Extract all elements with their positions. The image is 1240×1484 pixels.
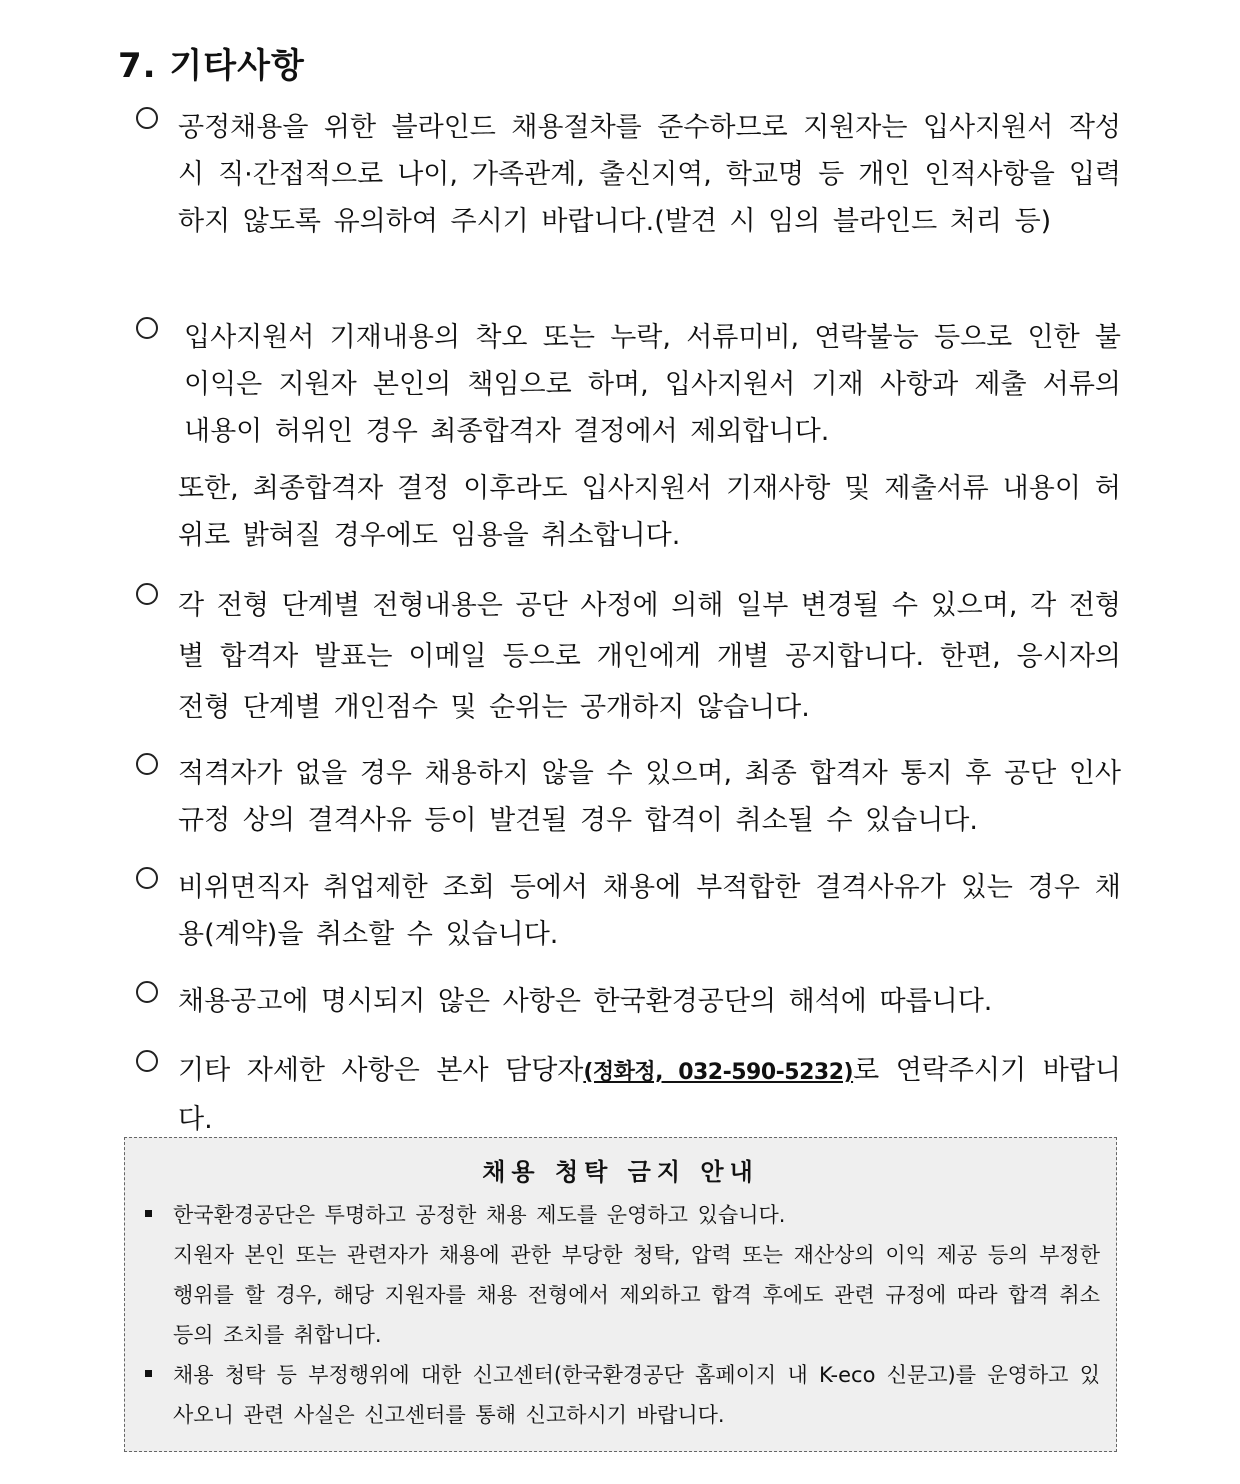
- square-bullet-icon: [145, 1370, 152, 1377]
- circle-bullet-icon: [136, 1050, 158, 1072]
- notice-bullet-rest: 지원자 본인 또는 관련자가 채용에 관한 부당한 청탁, 압력 또는 재산상의 이익 제공 등의 부정한 행위를 할 경우, 해당 지원자를 채용 전형에서 제외하고 합격 후에도 관련 규정에 따라 합격 취소 등의 조치를 취합니다.: [173, 1243, 1100, 1347]
- recruitment-notice-box: [124, 1137, 1117, 1452]
- notice-bullet: [141, 1355, 1100, 1435]
- square-bullet-icon: [145, 1210, 152, 1217]
- item-text: 각 전형 단계별 전형내용은 공단 사정에 의해 일부 변경될 수 있으며, 각 전형별 합격자 발표는 이메일 등으로 개인에게 개별 공지합니다. 한편, 응시자의 전형 단계별 개인점수 및 순위는 공개하지 않습니다.: [178, 590, 1121, 723]
- contact-before-text: 기타 자세한 사항은 본사 담당자: [178, 1055, 584, 1086]
- contact-after-text: 로 연락주시기 바랍니다.: [178, 1055, 1121, 1135]
- circle-bullet-icon: [136, 867, 158, 889]
- circle-bullet-icon: [136, 107, 158, 129]
- item-text: 입사지원서 기재내용의 착오 또는 누락, 서류미비, 연락불능 등으로 인한 불이익은 지원자 본인의 책임으로 하며, 입사지원서 기재 사항과 제출 서류의 내용이 허위인 경우 최종합격자 결정에서 제외합니다.: [184, 322, 1121, 447]
- section-heading: 7. 기타사항: [118, 46, 305, 86]
- list-item: [136, 978, 1121, 1025]
- list-item: [136, 314, 1121, 559]
- list-item: [136, 864, 1121, 958]
- notice-bullet-first: 한국환경공단은 투명하고 공정한 채용 제도를 운영하고 있습니다.: [173, 1203, 786, 1227]
- notice-bullet: [141, 1195, 1100, 1355]
- contact-info: (정화정, 032-590-5232): [583, 1060, 854, 1085]
- item-text: 비위면직자 취업제한 조회 등에서 채용에 부적합한 결격사유가 있는 경우 채용(계약)을 취소할 수 있습니다.: [178, 872, 1121, 950]
- item-text: 적격자가 없을 경우 채용하지 않을 수 있으며, 최종 합격자 통지 후 공단 인사규정 상의 결격사유 등이 발견될 경우 합격이 취소될 수 있습니다.: [178, 758, 1121, 836]
- list-item: [136, 104, 1121, 245]
- item-extra-text: 또한, 최종합격자 결정 이후라도 입사지원서 기재사항 및 제출서류 내용이 허위로 밝혀질 경우에도 임용을 취소합니다.: [178, 473, 1121, 551]
- list-item-contact: [136, 1047, 1121, 1143]
- circle-bullet-icon: [136, 317, 158, 339]
- item-text: 공정채용을 위한 블라인드 채용절차를 준수하므로 지원자는 입사지원서 작성 시 직·간접적으로 나이, 가족관계, 출신지역, 학교명 등 개인 인적사항을 입력하지 않도록 유의하여 주시기 바랍니다.(발견 시 임의 블라인드 처리 등): [178, 112, 1121, 237]
- circle-bullet-icon: [136, 753, 158, 775]
- notice-title: 채용 청탁 금지 안내: [482, 1157, 759, 1186]
- circle-bullet-icon: [136, 981, 158, 1003]
- list-item: [136, 580, 1121, 733]
- item-text: [178, 1047, 1121, 1143]
- circle-bullet-icon: [136, 583, 158, 605]
- item-text: 채용공고에 명시되지 않은 사항은 한국환경공단의 해석에 따릅니다.: [178, 986, 993, 1017]
- notice-bullet-first: 채용 청탁 등 부정행위에 대한 신고센터(한국환경공단 홈페이지 내 K-eco 신문고)를 운영하고 있사오니 관련 사실은 신고센터를 통해 신고하시기 바랍니다.: [173, 1363, 1100, 1427]
- list-item: [136, 750, 1121, 844]
